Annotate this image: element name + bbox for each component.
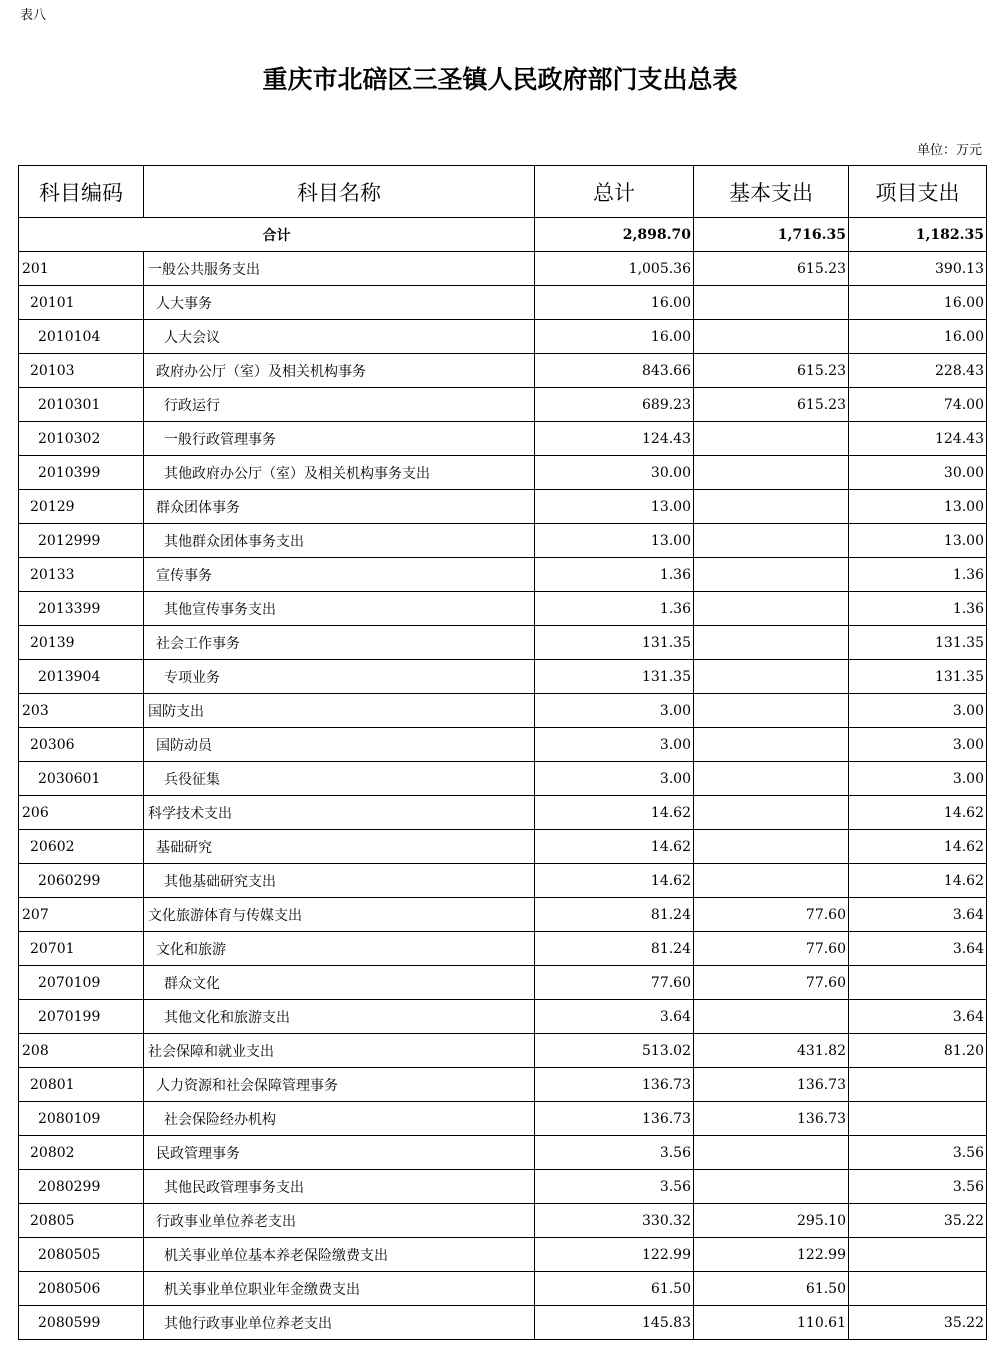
row-name: 社会保险经办机构	[144, 1102, 535, 1136]
row-basic: 136.73	[694, 1102, 849, 1136]
row-code: 2070109	[19, 966, 144, 1000]
row-total: 124.43	[535, 422, 694, 456]
table-row	[19, 1136, 987, 1170]
row-total: 3.00	[535, 728, 694, 762]
table-row	[19, 1170, 987, 1204]
row-basic	[694, 1000, 849, 1034]
row-name: 行政事业单位养老支出	[144, 1204, 535, 1238]
row-name: 基础研究	[144, 830, 535, 864]
table-row	[19, 1272, 987, 1306]
row-code: 20139	[19, 626, 144, 660]
table-row	[19, 1068, 987, 1102]
row-code: 2010399	[19, 456, 144, 490]
row-project	[849, 1102, 987, 1136]
row-basic	[694, 422, 849, 456]
header-row	[19, 166, 987, 218]
total-row	[19, 218, 987, 252]
total-label: 合计	[19, 218, 535, 252]
row-project: 16.00	[849, 286, 987, 320]
row-project: 30.00	[849, 456, 987, 490]
row-total: 81.24	[535, 898, 694, 932]
row-total: 3.64	[535, 1000, 694, 1034]
row-total: 131.35	[535, 660, 694, 694]
table-row	[19, 388, 987, 422]
row-code: 20133	[19, 558, 144, 592]
table-row	[19, 558, 987, 592]
row-basic	[694, 694, 849, 728]
row-project: 13.00	[849, 524, 987, 558]
row-code: 20801	[19, 1068, 144, 1102]
row-total: 131.35	[535, 626, 694, 660]
row-basic: 615.23	[694, 252, 849, 286]
row-total: 3.56	[535, 1136, 694, 1170]
row-total: 3.00	[535, 694, 694, 728]
row-project: 1.36	[849, 592, 987, 626]
row-project: 3.00	[849, 694, 987, 728]
table-row	[19, 286, 987, 320]
row-total: 3.00	[535, 762, 694, 796]
row-basic: 136.73	[694, 1068, 849, 1102]
row-project: 3.00	[849, 728, 987, 762]
row-project: 74.00	[849, 388, 987, 422]
table-row	[19, 660, 987, 694]
row-total: 1,005.36	[535, 252, 694, 286]
row-code: 2013399	[19, 592, 144, 626]
table-row	[19, 422, 987, 456]
row-total: 13.00	[535, 490, 694, 524]
row-total: 330.32	[535, 1204, 694, 1238]
row-name: 一般公共服务支出	[144, 252, 535, 286]
row-basic	[694, 864, 849, 898]
row-code: 201	[19, 252, 144, 286]
row-name: 其他基础研究支出	[144, 864, 535, 898]
row-basic: 295.10	[694, 1204, 849, 1238]
row-project: 14.62	[849, 864, 987, 898]
row-code: 2080109	[19, 1102, 144, 1136]
expenditure-table	[18, 165, 987, 1340]
row-code: 2010301	[19, 388, 144, 422]
row-project: 13.00	[849, 490, 987, 524]
row-project: 16.00	[849, 320, 987, 354]
row-basic	[694, 490, 849, 524]
row-basic: 61.50	[694, 1272, 849, 1306]
row-basic	[694, 830, 849, 864]
row-total: 3.56	[535, 1170, 694, 1204]
row-code: 2010302	[19, 422, 144, 456]
row-project: 3.00	[849, 762, 987, 796]
table-number-tag: 表八	[20, 8, 47, 23]
row-total: 16.00	[535, 320, 694, 354]
row-name: 社会工作事务	[144, 626, 535, 660]
row-code: 20805	[19, 1204, 144, 1238]
row-name: 专项业务	[144, 660, 535, 694]
row-code: 206	[19, 796, 144, 830]
row-name: 社会保障和就业支出	[144, 1034, 535, 1068]
page-title: 重庆市北碚区三圣镇人民政府部门支出总表	[262, 65, 738, 94]
row-name: 其他政府办公厅（室）及相关机构事务支出	[144, 456, 535, 490]
row-code: 20802	[19, 1136, 144, 1170]
table-row	[19, 354, 987, 388]
row-project: 3.64	[849, 932, 987, 966]
row-basic: 110.61	[694, 1306, 849, 1340]
unit-label: 单位：万元	[916, 143, 982, 158]
row-basic	[694, 558, 849, 592]
row-basic	[694, 728, 849, 762]
row-code: 20103	[19, 354, 144, 388]
row-name: 其他宣传事务支出	[144, 592, 535, 626]
row-project: 228.43	[849, 354, 987, 388]
row-code: 2060299	[19, 864, 144, 898]
row-code: 2080599	[19, 1306, 144, 1340]
row-total: 14.62	[535, 864, 694, 898]
row-project: 35.22	[849, 1204, 987, 1238]
row-project: 14.62	[849, 830, 987, 864]
row-name: 其他民政管理事务支出	[144, 1170, 535, 1204]
row-code: 2012999	[19, 524, 144, 558]
row-basic: 122.99	[694, 1238, 849, 1272]
row-name: 一般行政管理事务	[144, 422, 535, 456]
row-basic	[694, 762, 849, 796]
row-code: 2013904	[19, 660, 144, 694]
row-basic: 431.82	[694, 1034, 849, 1068]
table-row	[19, 1238, 987, 1272]
row-project: 3.56	[849, 1136, 987, 1170]
row-name: 机关事业单位基本养老保险缴费支出	[144, 1238, 535, 1272]
row-basic	[694, 592, 849, 626]
header-total: 总计	[535, 166, 694, 218]
row-name: 兵役征集	[144, 762, 535, 796]
table-row	[19, 1204, 987, 1238]
row-name: 人大会议	[144, 320, 535, 354]
row-code: 2080299	[19, 1170, 144, 1204]
row-project: 3.56	[849, 1170, 987, 1204]
row-basic	[694, 286, 849, 320]
table-row	[19, 626, 987, 660]
row-code: 20701	[19, 932, 144, 966]
row-name: 国防支出	[144, 694, 535, 728]
row-project: 1.36	[849, 558, 987, 592]
row-code: 2010104	[19, 320, 144, 354]
row-name: 文化和旅游	[144, 932, 535, 966]
row-name: 群众团体事务	[144, 490, 535, 524]
row-code: 2030601	[19, 762, 144, 796]
row-total: 122.99	[535, 1238, 694, 1272]
row-name: 民政管理事务	[144, 1136, 535, 1170]
row-name: 其他文化和旅游支出	[144, 1000, 535, 1034]
row-basic: 77.60	[694, 932, 849, 966]
table-row	[19, 1034, 987, 1068]
row-name: 宣传事务	[144, 558, 535, 592]
row-project: 3.64	[849, 898, 987, 932]
header-code: 科目编码	[19, 166, 144, 218]
row-name: 机关事业单位职业年金缴费支出	[144, 1272, 535, 1306]
row-name: 国防动员	[144, 728, 535, 762]
row-basic	[694, 1170, 849, 1204]
row-code: 20602	[19, 830, 144, 864]
row-basic: 77.60	[694, 966, 849, 1000]
row-total: 513.02	[535, 1034, 694, 1068]
row-basic: 615.23	[694, 354, 849, 388]
row-total: 136.73	[535, 1102, 694, 1136]
row-project: 81.20	[849, 1034, 987, 1068]
row-basic	[694, 320, 849, 354]
row-basic	[694, 626, 849, 660]
header-name: 科目名称	[144, 166, 535, 218]
row-basic	[694, 1136, 849, 1170]
row-name: 人大事务	[144, 286, 535, 320]
table-row	[19, 762, 987, 796]
table-row	[19, 456, 987, 490]
header-project: 项目支出	[849, 166, 987, 218]
row-name: 群众文化	[144, 966, 535, 1000]
row-total: 14.62	[535, 830, 694, 864]
row-code: 2080506	[19, 1272, 144, 1306]
table-row	[19, 932, 987, 966]
row-project	[849, 1068, 987, 1102]
row-code: 20129	[19, 490, 144, 524]
row-code: 207	[19, 898, 144, 932]
row-name: 文化旅游体育与传媒支出	[144, 898, 535, 932]
row-total: 1.36	[535, 558, 694, 592]
row-basic: 615.23	[694, 388, 849, 422]
row-name: 人力资源和社会保障管理事务	[144, 1068, 535, 1102]
table-row	[19, 1000, 987, 1034]
row-name: 其他群众团体事务支出	[144, 524, 535, 558]
row-project: 14.62	[849, 796, 987, 830]
table-row	[19, 490, 987, 524]
row-project	[849, 1272, 987, 1306]
table-row	[19, 592, 987, 626]
row-total: 16.00	[535, 286, 694, 320]
table-row	[19, 796, 987, 830]
table-row	[19, 524, 987, 558]
table-row	[19, 1306, 987, 1340]
row-basic: 77.60	[694, 898, 849, 932]
row-name: 科学技术支出	[144, 796, 535, 830]
row-name: 其他行政事业单位养老支出	[144, 1306, 535, 1340]
row-total: 145.83	[535, 1306, 694, 1340]
row-project: 124.43	[849, 422, 987, 456]
row-project	[849, 1238, 987, 1272]
row-basic	[694, 456, 849, 490]
row-code: 2080505	[19, 1238, 144, 1272]
row-basic	[694, 796, 849, 830]
row-project: 390.13	[849, 252, 987, 286]
table-row	[19, 864, 987, 898]
row-project: 131.35	[849, 660, 987, 694]
row-total: 81.24	[535, 932, 694, 966]
row-total: 689.23	[535, 388, 694, 422]
row-code: 20101	[19, 286, 144, 320]
row-code: 20306	[19, 728, 144, 762]
table-row	[19, 1102, 987, 1136]
row-basic	[694, 660, 849, 694]
row-name: 行政运行	[144, 388, 535, 422]
table-row	[19, 320, 987, 354]
row-total: 61.50	[535, 1272, 694, 1306]
table-row	[19, 898, 987, 932]
total-basic: 1,716.35	[694, 218, 849, 252]
table-row	[19, 728, 987, 762]
header-basic: 基本支出	[694, 166, 849, 218]
table-row	[19, 966, 987, 1000]
row-code: 2070199	[19, 1000, 144, 1034]
row-project: 35.22	[849, 1306, 987, 1340]
table-row	[19, 830, 987, 864]
row-total: 14.62	[535, 796, 694, 830]
row-total: 843.66	[535, 354, 694, 388]
row-name: 政府办公厅（室）及相关机构事务	[144, 354, 535, 388]
row-total: 30.00	[535, 456, 694, 490]
row-total: 13.00	[535, 524, 694, 558]
row-code: 203	[19, 694, 144, 728]
table-row	[19, 694, 987, 728]
row-project	[849, 966, 987, 1000]
row-project: 131.35	[849, 626, 987, 660]
table-row	[19, 252, 987, 286]
row-project: 3.64	[849, 1000, 987, 1034]
total-amount: 2,898.70	[535, 218, 694, 252]
row-basic	[694, 524, 849, 558]
row-total: 136.73	[535, 1068, 694, 1102]
row-total: 77.60	[535, 966, 694, 1000]
row-code: 208	[19, 1034, 144, 1068]
row-total: 1.36	[535, 592, 694, 626]
total-project: 1,182.35	[849, 218, 987, 252]
